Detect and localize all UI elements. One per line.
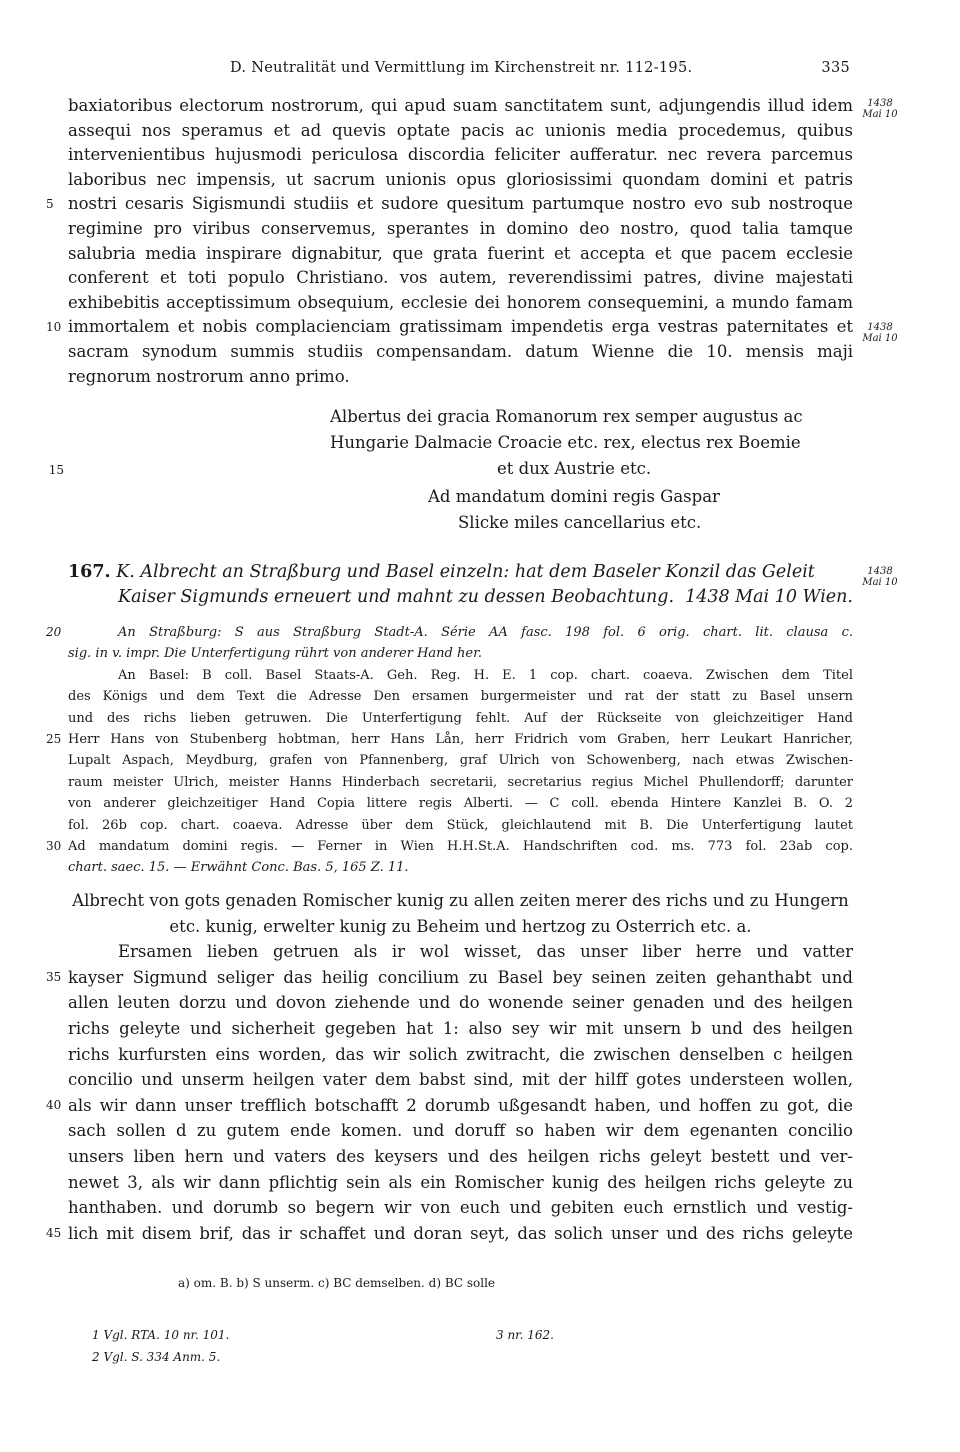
text-line: salubria media inspirare dignabitur, que grata fuerint et accepta et que pacem ecclesie: [68, 243, 853, 263]
line-number: 5: [46, 197, 54, 212]
text-line: Ersamen lieben getruen als ir wol wisset, das unser liber herre und vatter: [118, 942, 853, 962]
margin-day: Mai 10: [862, 109, 898, 120]
document-date: 1438 Mai 10 Wien.: [685, 587, 853, 607]
apparatus-line: von anderer gleichzeitiger Hand Copia littere regis Alberti. — C coll. ebenda Hintere Kanzlei B. O. 2: [68, 796, 853, 812]
text-line: 5 nostri cesaris Sigismundi studiis et sudore quesitum partumque nostro evo sub nostroque: [68, 192, 853, 217]
line-number: 20: [46, 625, 62, 639]
signature-line: Slicke miles cancellarius etc.: [458, 513, 702, 532]
text-line: conferent et toti populo Christiano. vos autem, reverendissimi patres, divine majestati: [68, 268, 853, 288]
text-line: richs geleyte und sicherheit gegeben hat 1: also sey wir mit unsern b und des heilgen: [68, 1018, 853, 1038]
running-header: [230, 60, 850, 76]
title-line: K. Albrecht an Straßburg und Basel einzeln: hat dem Baseler Konzil das Geleit: [116, 562, 815, 582]
signature-line: Albertus dei gracia Romanorum rex semper augustus ac: [330, 407, 803, 426]
latin-text-block: [46, 94, 853, 389]
text-line: 35 kayser Sigmund seliger das heilig concilium zu Basel bey seinen zeiten gehanthabt und: [68, 965, 853, 991]
line-number: 30: [46, 838, 62, 853]
apparatus-line: fol. 26b cop. chart. coaeva. Adresse über dem Stück, gleichlautend mit B. Die Unterfertigung lautet: [68, 817, 853, 833]
text-line: intervenientibus hujusmodi periculosa discordia feliciter aufferatur. nec revera parcemus: [68, 145, 853, 165]
line-number: 40: [46, 1097, 62, 1112]
text-line: assequi nos speramus et ad quevis optate pacis ac unionis media procedemus, quibus: [68, 120, 853, 140]
footnote: 3 nr. 162.: [496, 1328, 554, 1342]
line-number: 45: [46, 1225, 62, 1240]
text-line: regnorum nostrorum anno primo.: [68, 366, 350, 386]
apparatus-line: 25 Herr Hans von Stubenberg hobtman, herr Hans Lån, herr Fridrich vom Graben, herr Leukart Hanricher,: [68, 729, 853, 750]
german-text-block: [46, 888, 853, 1246]
line-number: 35: [46, 969, 62, 984]
text-line: Albrecht von gots genaden Romischer kunig zu allen zeiten merer des richs und zu Hungern: [72, 891, 849, 910]
page-number: 335: [821, 60, 850, 76]
text-line: regimine pro viribus conservemus, sperantes in domino deo nostro, quod talia tamque: [68, 218, 853, 238]
apparatus-line: und des richs lieben getruwen. Die Unterfertigung fehlt. Auf der Rückseite von gleichzeitiger Hand: [68, 710, 853, 726]
margin-year: 1438: [867, 98, 893, 109]
signature-line: et dux Austrie etc.: [497, 459, 652, 478]
margin-day: Mai 10: [862, 577, 898, 588]
text-line: hanthaben. und dorumb so begern wir von euch und gebiten euch ernstlich und vestig-: [68, 1198, 853, 1218]
margin-day: Mai 10: [862, 333, 898, 344]
margin-date: [858, 566, 902, 588]
document-number: 167.: [68, 562, 111, 582]
apparatus-line: raum meister Ulrich, meister Hanns Hinderbach secretarii, secretarius regius Michel Phullendorff; darunter: [68, 774, 853, 790]
line-number: 15: [48, 463, 64, 477]
text-line: sacram synodum summis studiis compensandam. datum Wienne die 10. mensis maji: [68, 341, 853, 361]
text-line: 45 lich mit disem brif, das ir schaffet und doran seyt, das solich unser und des richs geleyte: [68, 1221, 853, 1247]
apparatus-line: 20 An Straßburg: S aus Straßburg Stadt-A. Série AA fasc. 198 fol. 6 orig. chart. lit. clausa c.: [68, 622, 853, 643]
text-line: 10 immortalem et nobis complacienciam gratissimam impendetis erga vestras paternitates et: [68, 315, 853, 340]
margin-date: [858, 322, 902, 344]
apparatus-line: sig. in v. impr. Die Unterfertigung rührt von anderer Hand her.: [68, 646, 482, 662]
text-line: 40 als wir dann unser trefflich botschafft 2 dorumb ußgesandt haben, und hoffen zu got, die: [68, 1093, 853, 1119]
text-line: laboribus nec impensis, ut sacrum unionis opus gloriosissimi quondam domini et patris: [68, 169, 853, 189]
running-title: D. Neutralität und Vermittlung im Kirchenstreit nr. 112-195.: [230, 60, 693, 76]
apparatus-line: Lupalt Aspach, Meydburg, grafen von Pfannenberg, graf Ulrich von Schowenberg, nach etwas Zwischen-: [68, 753, 853, 769]
line-number: 10: [46, 320, 62, 335]
margin-year: 1438: [867, 566, 893, 577]
title-line: Kaiser Sigmunds erneuert und mahnt zu dessen Beobachtung.: [118, 587, 675, 607]
signature-line: Ad mandatum domini regis Gaspar: [428, 487, 720, 506]
document-title: [68, 560, 853, 610]
text-line: concilio und unserm heilgen vater dem babst sind, mit der hilff gotes understeen wollen,: [68, 1070, 853, 1090]
text-line: richs kurfursten eins worden, das wir solich zwitracht, die zwischen denselben c heilgen: [68, 1044, 853, 1064]
text-line: exhibebitis acceptissimum obsequium, ecclesie dei honorem consequemini, a mundo famam: [68, 292, 853, 312]
apparatus-line: 30 Ad mandatum domini regis. — Ferner in Wien H.H.St.A. Handschriften cod. ms. 773 fol. 23ab cop.: [68, 836, 853, 857]
textual-variants: a) om. B. b) S unserm. c) BC demselben. d) BC solle: [178, 1276, 496, 1290]
apparatus-line: chart. saec. 15. — Erwähnt Conc. Bas. 5, 165 Z. 11.: [68, 860, 409, 876]
footnote: 1 Vgl. RTA. 10 nr. 101.: [92, 1328, 230, 1342]
footnote: 2 Vgl. S. 334 Anm. 5.: [92, 1350, 221, 1364]
line-number: 25: [46, 731, 62, 746]
source-apparatus: [46, 622, 853, 879]
text-line: baxiatoribus electorum nostrorum, qui apud suam sanctitatem sunt, adjungendis illud idem: [68, 96, 853, 115]
apparatus-line: An Basel: B coll. Basel Staats-A. Geh. Reg. H. E. 1 cop. chart. coaeva. Zwischen dem Titel: [118, 667, 853, 683]
apparatus-line: des Königs und dem Text die Adresse Den ersamen burgermeister und rat der statt zu Basel unsern: [68, 689, 853, 705]
signature-line: Hungarie Dalmacie Croacie etc. rex, electus rex Boemie: [330, 433, 801, 452]
text-line: sach sollen d zu gutem ende komen. und doruff so haben wir dem egenanten concilio: [68, 1121, 853, 1141]
text-line: newet 3, als wir dann pflichtig sein als ein Romischer kunig des heilgen richs geleyte zu: [68, 1172, 853, 1192]
text-line: unsers liben hern und vaters des keysers und des heilgen richs geleyt bestett und ver-: [68, 1146, 853, 1166]
margin-year: 1438: [867, 322, 893, 333]
text-line: etc. kunig, erwelter kunig zu Beheim und hertzog zu Osterrich etc. a.: [169, 916, 752, 936]
text-line: allen leuten dorzu und dovon ziehende und do wonende seiner genaden und des heilgen: [68, 993, 853, 1013]
margin-date: [858, 98, 902, 120]
